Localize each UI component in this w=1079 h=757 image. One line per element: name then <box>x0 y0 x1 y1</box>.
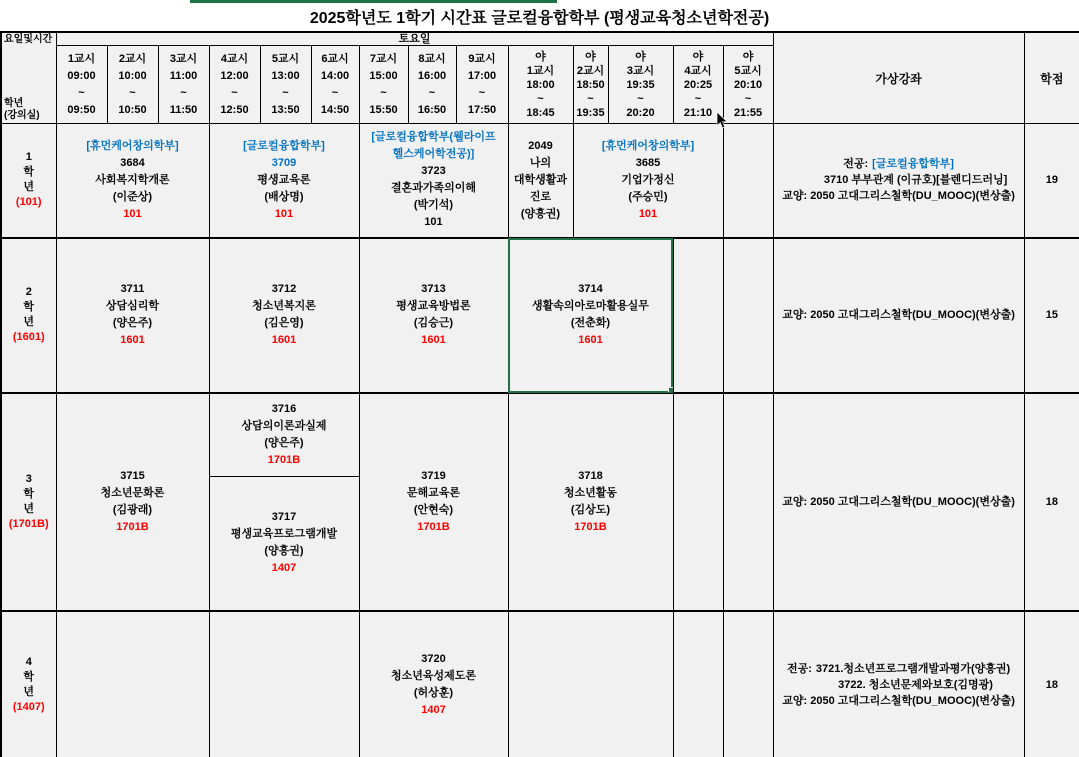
period-header-2[interactable] <box>107 46 158 124</box>
credit-cell-r4[interactable]: 18 <box>1024 611 1079 757</box>
period-end: 16:50 <box>417 103 447 116</box>
course-name: 청소년육성제도론 <box>390 669 476 682</box>
course-code: 3718 <box>578 469 603 482</box>
room-number: 101 <box>123 207 142 220</box>
class-cell-r3-p13[interactable] <box>56 393 209 611</box>
period-start: 17:00 <box>467 69 497 82</box>
corner-axis-label: 요일및시간 <box>4 34 53 45</box>
course-code: 3684 <box>120 156 145 169</box>
period-end: 10:50 <box>118 103 147 116</box>
period-no: 1교시 <box>526 64 555 77</box>
period-start: 20:10 <box>733 78 763 91</box>
night-label: 야 <box>742 50 754 63</box>
course-name: 청소년복지론 <box>252 300 316 312</box>
timetable <box>0 31 1079 757</box>
grade-room: (1601) <box>12 331 45 343</box>
course-code: 3719 <box>421 469 446 482</box>
professor: (양흥권) <box>264 545 304 557</box>
credit-cell-r3[interactable]: 18 <box>1024 393 1079 611</box>
corner-cell[interactable] <box>1 32 56 124</box>
course-name: 평생교육프로그램개발 <box>230 528 338 540</box>
professor: (양은주) <box>112 317 153 329</box>
virtual-course-cell-r1[interactable] <box>773 124 1024 238</box>
grade-nyeon: 년 <box>23 502 35 515</box>
period-header-9[interactable] <box>456 46 508 124</box>
virtual-course-cell-r2[interactable] <box>773 238 1024 393</box>
period-header-8[interactable] <box>408 46 456 124</box>
period-header-5[interactable] <box>260 46 311 124</box>
room-number: 1407 <box>421 703 446 716</box>
virtual-course-line: 3722. 청소년문제와보호(김명광) <box>838 678 993 691</box>
dept-label: [휴먼케어창의학부] <box>86 139 179 152</box>
period-start: 09:00 <box>67 69 96 82</box>
professor: (김은영) <box>264 317 304 329</box>
dept-label: [글로컬융합학부] <box>243 139 325 152</box>
dept-label-2: 헬스케어학전공)] <box>392 148 475 161</box>
selection-top-strip <box>190 0 557 3</box>
room-number: 1701B <box>267 453 301 466</box>
room-number: 1601 <box>120 334 145 346</box>
period-no: 3교시 <box>626 64 655 77</box>
professor: (양흥권) <box>520 207 561 220</box>
dept-label: [휴먼케어창의학부] <box>601 139 695 152</box>
course-name: 결혼과가족의이해 <box>390 182 476 195</box>
page-title: 2025학년도 1학기 시간표 글로컬융합학부 (평생교육청소년학전공) <box>309 10 770 27</box>
course-name: 생활속의아로마활용실무 <box>532 300 649 312</box>
professor: (배상명) <box>264 190 304 203</box>
course-name: 청소년문화론 <box>100 486 165 499</box>
period-header-night-3[interactable] <box>608 46 673 124</box>
period-end: 12:50 <box>220 103 249 116</box>
course-name: 평생교육방법론 <box>396 300 471 312</box>
tilde: ~ <box>129 86 136 99</box>
period-header-night-1[interactable] <box>508 46 573 124</box>
period-header-3[interactable] <box>158 46 209 124</box>
course-name: 상담심리학 <box>105 300 160 312</box>
grade-room: (1407) <box>12 700 45 713</box>
major-label: 전공: <box>786 662 812 675</box>
period-no: 2교시 <box>118 52 147 65</box>
professor: (허상훈) <box>413 686 454 699</box>
header-row-day <box>1 32 1079 46</box>
period-start: 15:00 <box>369 69 398 82</box>
class-cell-r1-n24[interactable] <box>573 124 723 238</box>
course-name: 나의 <box>529 156 552 169</box>
night-label: 야 <box>535 50 546 63</box>
course-code: 3711 <box>120 283 145 295</box>
grade-nyeon: 년 <box>23 181 35 194</box>
period-header-night-2[interactable] <box>573 46 608 124</box>
virtual-liberal-line: 교양: 2050 고대그리스철학(DU_MOOC)(변상출) <box>782 309 1015 321</box>
room-number: 1601 <box>271 334 297 346</box>
credit-cell-r1[interactable]: 19 <box>1024 124 1079 238</box>
class-cell-r4-p79[interactable] <box>359 611 508 757</box>
grade-number: 2 <box>25 286 32 298</box>
class-cell-r1-n1[interactable] <box>508 124 573 238</box>
course-code: 3717 <box>271 511 297 523</box>
course-code: 3723 <box>421 165 446 178</box>
course-name: 상담의이론과실제 <box>241 419 327 432</box>
grade-header-4[interactable] <box>1 611 56 757</box>
mouse-cursor <box>716 112 731 130</box>
period-end: 21:10 <box>683 106 713 119</box>
grade-header-2[interactable] <box>1 238 56 393</box>
course-name: 진로 <box>529 190 552 203</box>
tilde: ~ <box>587 92 594 105</box>
class-cell-r3-n13[interactable] <box>508 393 673 611</box>
period-end: 20:20 <box>626 106 655 119</box>
course-name: 평생교육론 <box>257 173 311 186</box>
period-end: 14:50 <box>320 103 350 116</box>
grade-header-3[interactable] <box>1 393 56 611</box>
virtual-liberal-line: 교양: 2050 고대그리스철학(DU_MOOC)(변상출) <box>782 190 1015 203</box>
virtual-course-text: 3721.청소년프로그램개발과평가(양흥권) <box>815 662 1011 675</box>
room-number: 1701B <box>417 520 450 533</box>
tilde: ~ <box>231 86 238 99</box>
course-code: 3709 <box>271 156 297 169</box>
dept-label: [글로컬융합학부] <box>872 158 954 171</box>
professor: (박기석) <box>413 199 454 212</box>
day-header-saturday[interactable]: 토요일 <box>56 32 773 46</box>
virtual-liberal-line: 교양: 2050 고대그리스철학(DU_MOOC)(변상출) <box>782 694 1015 707</box>
grade-row-4 <box>1 611 1079 757</box>
period-header-7[interactable] <box>359 46 408 124</box>
period-end: 18:45 <box>526 106 555 119</box>
class-cell-r1-p79[interactable] <box>359 124 508 238</box>
course-code: 3715 <box>120 469 145 482</box>
professor: (전춘화) <box>570 317 611 329</box>
room-number: 101 <box>638 207 658 220</box>
course-code: 3716 <box>271 402 297 415</box>
crossed-cell-r4-n5[interactable] <box>723 611 773 757</box>
grade-row-2 <box>1 238 1079 393</box>
period-end: 19:35 <box>576 106 605 119</box>
course-name: 기업가정신 <box>621 173 675 186</box>
night-label: 야 <box>635 50 646 63</box>
class-cell-r1-p13[interactable] <box>56 124 209 238</box>
course-name: 대학생활과 <box>513 173 568 186</box>
empty-cell-r4-p46[interactable] <box>209 611 359 757</box>
period-end: 13:50 <box>271 103 300 116</box>
room-number: 1701B <box>116 520 149 533</box>
virtual-course-cell-r4[interactable] <box>773 611 1024 757</box>
grade-number: 1 <box>25 151 32 164</box>
period-start: 14:00 <box>320 69 350 82</box>
period-no: 5교시 <box>271 52 300 65</box>
course-name: 청소년활동 <box>563 486 618 499</box>
credit-cell-r2[interactable]: 15 <box>1024 238 1079 393</box>
period-no: 8교시 <box>418 52 446 65</box>
period-start: 18:50 <box>576 78 605 91</box>
professor: (이준상) <box>112 190 153 203</box>
room-number: 1407 <box>271 562 297 574</box>
room-number: 101 <box>274 207 294 220</box>
period-no: 1교시 <box>67 52 96 65</box>
period-end: 11:50 <box>169 103 198 116</box>
period-start: 16:00 <box>417 69 447 82</box>
period-start: 13:00 <box>271 69 300 82</box>
period-no: 5교시 <box>734 64 762 77</box>
professor: (양은주) <box>264 436 304 449</box>
professor: (안현숙) <box>413 503 454 516</box>
tilde: ~ <box>380 86 387 99</box>
grade-header-1[interactable] <box>1 124 56 238</box>
period-no: 7교시 <box>369 52 398 65</box>
grade-hak: 학 <box>23 301 35 313</box>
course-name: 문해교육론 <box>406 486 461 499</box>
period-start: 19:35 <box>626 78 655 91</box>
room-number: 1601 <box>421 334 446 346</box>
class-cell-r3-p79[interactable] <box>359 393 508 611</box>
corner-grade-label <box>4 98 40 122</box>
period-end: 09:50 <box>67 103 96 116</box>
crossed-cell-r4-n4[interactable] <box>673 611 723 757</box>
period-end: 15:50 <box>369 103 398 116</box>
crossed-cell-r1-n5[interactable] <box>723 124 773 238</box>
major-label: 전공: <box>843 158 869 171</box>
period-header-1[interactable] <box>56 46 107 124</box>
grade-hak: 학 <box>23 487 35 500</box>
course-code: 3720 <box>421 652 446 665</box>
class-cell-r3-p46-top[interactable] <box>210 394 359 477</box>
tilde: ~ <box>537 92 544 105</box>
course-code: 3685 <box>635 156 661 169</box>
tilde: ~ <box>78 86 85 99</box>
class-cell-r2-p13[interactable] <box>56 238 209 393</box>
professor: (김상도) <box>570 503 611 516</box>
grade-number: 3 <box>25 472 32 485</box>
period-header-4[interactable] <box>209 46 260 124</box>
empty-cell-r4-n13[interactable] <box>508 611 673 757</box>
course-code: 3714 <box>578 283 603 295</box>
virtual-course-header[interactable]: 가상강좌 <box>773 32 1024 124</box>
selection-fill-handle[interactable] <box>668 387 674 393</box>
selected-cell-r2-n13[interactable] <box>508 238 673 393</box>
period-start: 11:00 <box>169 69 198 82</box>
crossed-cell-r2-n5[interactable] <box>723 238 773 393</box>
grade-room: (1701B) <box>8 517 49 530</box>
grade-nyeon: 년 <box>23 316 35 328</box>
credit-header[interactable]: 학점 <box>1024 32 1079 124</box>
grade-row-1 <box>1 124 1079 238</box>
period-header-6[interactable] <box>311 46 359 124</box>
night-label: 야 <box>692 50 704 63</box>
grade-hak: 학 <box>23 670 35 683</box>
virtual-major-line <box>774 156 1024 172</box>
professor: (김승근) <box>413 317 454 329</box>
corner-grade-text: 학년 <box>4 98 24 109</box>
period-start: 18:00 <box>526 78 555 91</box>
grade-hak: 학 <box>23 166 35 179</box>
tilde: ~ <box>282 86 289 99</box>
class-cell-r3-p46-split[interactable] <box>209 393 359 611</box>
crossed-cell-r3-n5[interactable] <box>723 393 773 611</box>
period-no: 3교시 <box>169 52 198 65</box>
course-code: 2049 <box>528 139 553 152</box>
crossed-cell-r2-n4[interactable] <box>673 238 723 393</box>
room-number: 1701B <box>574 520 607 533</box>
professor: (주승민) <box>628 190 668 203</box>
class-cell-r1-p46[interactable] <box>209 124 359 238</box>
room-number: 1601 <box>578 334 603 346</box>
tilde: ~ <box>428 86 436 99</box>
course-code: 3713 <box>421 283 446 295</box>
class-cell-r2-p79[interactable] <box>359 238 508 393</box>
virtual-course-cell-r3[interactable] <box>773 393 1024 611</box>
dept-label: [글로컬융합학부(웰라이프 <box>371 131 496 144</box>
night-label: 야 <box>585 50 596 63</box>
period-end: 21:55 <box>733 106 763 119</box>
course-code: 3712 <box>271 283 297 295</box>
period-start: 10:00 <box>118 69 147 82</box>
professor: (김광래) <box>112 503 153 516</box>
virtual-major-line <box>774 661 1024 677</box>
room-number: 101 <box>424 216 443 229</box>
period-no: 9교시 <box>468 52 496 65</box>
course-name: 사회복지학개론 <box>95 173 170 186</box>
corner-room-text: (강의실) <box>4 110 40 121</box>
virtual-course-line: 3710 부부관계 (이규호)[블렌디드러닝] <box>823 174 1008 187</box>
period-start: 20:25 <box>683 78 713 91</box>
tilde: ~ <box>478 86 486 99</box>
tilde: ~ <box>694 92 702 105</box>
tilde: ~ <box>331 86 339 99</box>
grade-number: 4 <box>25 655 32 668</box>
tilde: ~ <box>637 92 644 105</box>
crossed-cell-r3-n4[interactable] <box>673 393 723 611</box>
period-no: 4교시 <box>684 64 712 77</box>
grade-row-3 <box>1 393 1079 611</box>
grade-nyeon: 년 <box>23 685 35 698</box>
grade-room: (101) <box>15 196 42 209</box>
period-no: 6교시 <box>321 52 349 65</box>
tilde: ~ <box>180 86 187 99</box>
period-start: 12:00 <box>220 69 249 82</box>
period-end: 17:50 <box>467 103 497 116</box>
class-cell-r3-p46-bottom[interactable] <box>210 477 359 610</box>
tilde: ~ <box>744 92 752 105</box>
virtual-liberal-line: 교양: 2050 고대그리스철학(DU_MOOC)(변상출) <box>782 495 1015 508</box>
period-no: 2교시 <box>576 64 605 77</box>
empty-cell-r4-p13[interactable] <box>56 611 209 757</box>
period-no: 4교시 <box>220 52 249 65</box>
class-cell-r2-p46[interactable] <box>209 238 359 393</box>
